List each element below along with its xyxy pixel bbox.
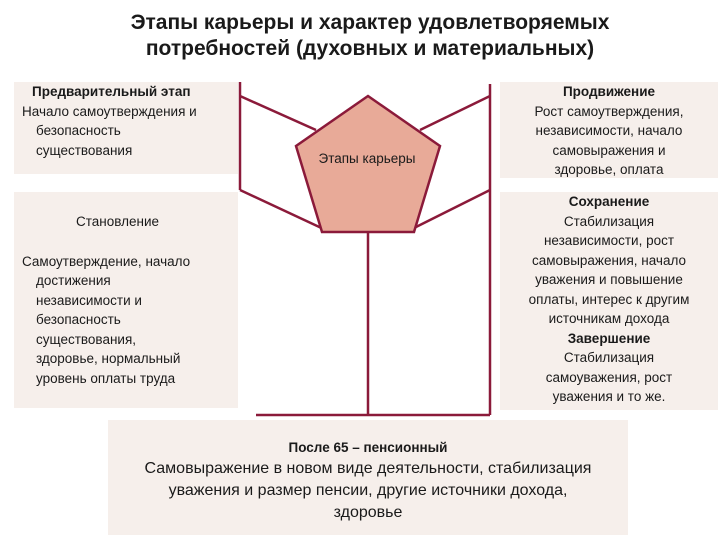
stage-preservation-text: Стабилизация [563, 213, 655, 229]
stage-formation-text: безопасность [36, 312, 121, 327]
stage-promotion-text: здоровье, оплата [554, 162, 664, 177]
stage-preliminary-box [14, 82, 238, 174]
stage-preservation-text: источникам дохода [548, 311, 670, 326]
stage-preservation-heading: Сохранение [568, 194, 650, 209]
stage-preservation-text: независимости, рост [543, 233, 675, 248]
stage-preliminary-line: Начало самоутверждения и [22, 103, 197, 119]
stage-formation-text: существования, [36, 331, 137, 347]
stage-formation-box [14, 192, 238, 408]
stage-completion-text: уважения и то же. [552, 389, 666, 404]
stage-formation-heading: Становление [76, 214, 160, 229]
stage-formation-text: здоровье, нормальный [36, 351, 181, 366]
diagram-title: Этапы карьеры и характер удовлетворяемых потребностей (духовных и материальных) [130, 11, 610, 60]
stage-retirement-box [108, 420, 628, 535]
stage-preliminary-text: существования [36, 142, 133, 158]
stage-completion-text: самоуважения, рост [545, 369, 673, 385]
stage-promotion-box [500, 82, 718, 178]
stage-promotion-heading: Продвижение [562, 84, 656, 99]
stage-preservation-box [500, 192, 718, 410]
stage-retirement-text: здоровье [333, 503, 403, 521]
stage-completion-text: Стабилизация [563, 350, 655, 365]
center-label: Этапы карьеры [318, 151, 416, 166]
stage-retirement-text: уважения и размер пенсии, другие источники дохода, [168, 481, 568, 499]
stage-formation-line: Самоутверждение, начало [22, 253, 191, 269]
stage-completion-heading: Завершение [567, 330, 651, 346]
stage-retirement-text: Самовыражение в новом виде деятельности, стабилизация [144, 459, 592, 477]
stage-promotion-text: Рост самоутверждения, [534, 103, 684, 119]
stage-retirement-heading: После 65 – пенсионный [288, 440, 448, 455]
stage-preliminary-heading: Предварительный этап [32, 84, 191, 99]
stage-promotion-text: независимости, начало [535, 123, 683, 138]
stage-preservation-text: самовыражения, начало [531, 252, 687, 268]
stage-formation-text: уровень оплаты труда [36, 370, 176, 386]
stage-preliminary-text: безопасность [36, 123, 121, 138]
stage-formation-text: независимости и [36, 292, 142, 308]
stage-promotion-text: самовыражения и [552, 142, 666, 158]
stage-formation-text: достижения [36, 273, 111, 288]
stage-preservation-text: оплаты, интерес к другим [528, 291, 690, 307]
stage-preservation-text: уважения и повышение [535, 272, 683, 287]
